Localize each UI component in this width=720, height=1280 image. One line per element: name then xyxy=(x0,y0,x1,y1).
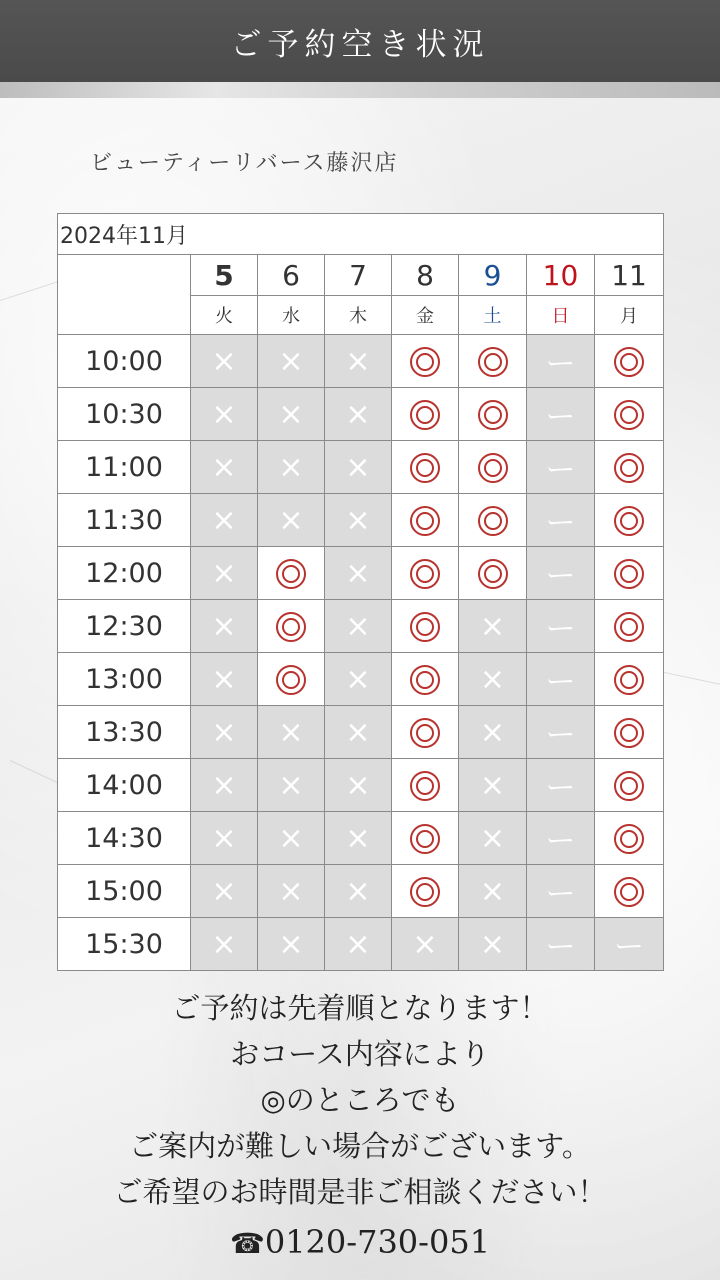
phone-link[interactable] xyxy=(0,1215,720,1269)
slot-closed: ー xyxy=(527,653,595,706)
slot-full: × xyxy=(325,547,392,600)
slot-full: × xyxy=(191,441,258,494)
slot-full: × xyxy=(459,706,527,759)
slot-full: × xyxy=(325,918,392,971)
time-label: 11:00 xyxy=(58,441,191,494)
double-circle-icon xyxy=(410,824,440,854)
slot-available[interactable] xyxy=(459,494,527,547)
time-label: 12:00 xyxy=(58,547,191,600)
slot-closed: ー xyxy=(527,918,595,971)
time-label: 10:00 xyxy=(58,335,191,388)
double-circle-icon xyxy=(410,453,440,483)
time-row xyxy=(58,441,664,494)
time-label: 14:30 xyxy=(58,812,191,865)
time-row xyxy=(58,335,664,388)
slot-full: × xyxy=(325,335,392,388)
slot-available[interactable] xyxy=(459,335,527,388)
day-weekday: 日 xyxy=(527,296,595,335)
time-row xyxy=(58,653,664,706)
slot-available[interactable] xyxy=(258,600,325,653)
note-line: ご予約は先着順となります！ xyxy=(171,991,549,1025)
slot-available[interactable] xyxy=(595,600,664,653)
slot-full: × xyxy=(191,600,258,653)
time-label: 11:30 xyxy=(58,494,191,547)
slot-full: × xyxy=(459,812,527,865)
slot-available[interactable] xyxy=(459,388,527,441)
day-weekday: 月 xyxy=(595,296,664,335)
slot-available[interactable] xyxy=(595,547,664,600)
month-label: 2024年11月 xyxy=(58,214,664,255)
slot-closed: ー xyxy=(527,494,595,547)
double-circle-icon xyxy=(478,506,508,536)
slot-available[interactable] xyxy=(595,759,664,812)
double-circle-icon xyxy=(614,400,644,430)
time-label: 15:00 xyxy=(58,865,191,918)
double-circle-icon xyxy=(478,347,508,377)
slot-full: × xyxy=(258,865,325,918)
slot-available[interactable] xyxy=(392,706,459,759)
slot-available[interactable] xyxy=(392,388,459,441)
slot-available[interactable] xyxy=(258,547,325,600)
page-header xyxy=(0,0,720,82)
day-number: 7 xyxy=(325,255,392,296)
slot-closed: ー xyxy=(527,335,595,388)
double-circle-icon xyxy=(276,665,306,695)
slot-available[interactable] xyxy=(595,388,664,441)
slot-closed: ー xyxy=(527,547,595,600)
slot-available[interactable] xyxy=(392,441,459,494)
time-label: 15:30 xyxy=(58,918,191,971)
time-label: 13:30 xyxy=(58,706,191,759)
double-circle-icon xyxy=(478,400,508,430)
slot-full: × xyxy=(191,653,258,706)
double-circle-icon xyxy=(614,347,644,377)
time-row xyxy=(58,865,664,918)
slot-full: × xyxy=(191,335,258,388)
slot-full: × xyxy=(459,865,527,918)
double-circle-icon xyxy=(614,718,644,748)
availability-table xyxy=(57,213,664,971)
slot-full: × xyxy=(258,441,325,494)
slot-available[interactable] xyxy=(595,812,664,865)
time-row xyxy=(58,388,664,441)
header-divider xyxy=(0,82,720,98)
time-row xyxy=(58,918,664,971)
slot-available[interactable] xyxy=(595,865,664,918)
double-circle-icon xyxy=(614,453,644,483)
double-circle-icon xyxy=(276,612,306,642)
slot-closed: ー xyxy=(527,812,595,865)
slot-available[interactable] xyxy=(595,441,664,494)
slot-closed: ー xyxy=(527,441,595,494)
time-label: 14:00 xyxy=(58,759,191,812)
note-line: ◎のところでも xyxy=(260,1083,460,1117)
day-weekday: 金 xyxy=(392,296,459,335)
slot-full: × xyxy=(459,600,527,653)
slot-full: × xyxy=(325,388,392,441)
time-row xyxy=(58,706,664,759)
note-line: おコース内容により xyxy=(230,1037,490,1071)
slot-closed: ー xyxy=(595,918,664,971)
slot-available[interactable] xyxy=(392,653,459,706)
double-circle-icon xyxy=(410,718,440,748)
time-label: 13:00 xyxy=(58,653,191,706)
slot-full: × xyxy=(258,494,325,547)
page-title: ご予約空き状況 xyxy=(230,26,490,63)
slot-full: × xyxy=(325,600,392,653)
day-number: 11 xyxy=(595,255,664,296)
slot-closed: ー xyxy=(527,865,595,918)
notes-section xyxy=(0,985,720,1269)
time-row xyxy=(58,547,664,600)
double-circle-icon xyxy=(614,877,644,907)
double-circle-icon xyxy=(614,506,644,536)
double-circle-icon xyxy=(478,559,508,589)
slot-available[interactable] xyxy=(392,335,459,388)
double-circle-icon xyxy=(614,665,644,695)
phone-icon: ☎ xyxy=(229,1227,265,1260)
slot-full: × xyxy=(258,388,325,441)
double-circle-icon xyxy=(614,559,644,589)
double-circle-icon xyxy=(410,612,440,642)
corner-cell xyxy=(58,255,191,335)
slot-full: × xyxy=(258,335,325,388)
slot-full: × xyxy=(191,812,258,865)
time-row xyxy=(58,812,664,865)
slot-available[interactable] xyxy=(459,441,527,494)
slot-full: × xyxy=(191,547,258,600)
slot-available[interactable] xyxy=(595,335,664,388)
slot-closed: ー xyxy=(527,388,595,441)
slot-full: × xyxy=(258,812,325,865)
slot-full: × xyxy=(325,706,392,759)
slot-available[interactable] xyxy=(392,759,459,812)
day-number: 8 xyxy=(392,255,459,296)
slot-full: × xyxy=(191,388,258,441)
slot-full: × xyxy=(258,706,325,759)
double-circle-icon xyxy=(410,559,440,589)
slot-full: × xyxy=(191,494,258,547)
slot-full: × xyxy=(191,759,258,812)
time-label: 12:30 xyxy=(58,600,191,653)
phone-number: 0120-730-051 xyxy=(264,1223,491,1261)
shop-name: ビューティーリバース藤沢店 xyxy=(90,151,399,176)
day-number: 9 xyxy=(459,255,527,296)
slot-full: × xyxy=(459,759,527,812)
time-row xyxy=(58,494,664,547)
slot-full: × xyxy=(325,494,392,547)
double-circle-icon xyxy=(614,824,644,854)
double-circle-icon xyxy=(410,400,440,430)
double-circle-icon xyxy=(410,877,440,907)
double-circle-icon xyxy=(276,559,306,589)
double-circle-icon xyxy=(410,506,440,536)
day-weekday: 水 xyxy=(258,296,325,335)
day-weekday: 木 xyxy=(325,296,392,335)
slot-available[interactable] xyxy=(392,600,459,653)
day-number: 10 xyxy=(527,255,595,296)
double-circle-icon xyxy=(410,665,440,695)
slot-full: × xyxy=(325,865,392,918)
slot-available[interactable] xyxy=(459,547,527,600)
slot-full: × xyxy=(325,759,392,812)
slot-full: × xyxy=(392,918,459,971)
slot-available[interactable] xyxy=(392,494,459,547)
slot-closed: ー xyxy=(527,706,595,759)
note-line: ご希望のお時間是非ご相談ください！ xyxy=(113,1175,607,1209)
slot-full: × xyxy=(191,706,258,759)
time-row xyxy=(58,759,664,812)
slot-closed: ー xyxy=(527,759,595,812)
slot-full: × xyxy=(325,441,392,494)
slot-available[interactable] xyxy=(258,653,325,706)
double-circle-icon xyxy=(410,347,440,377)
double-circle-icon xyxy=(614,612,644,642)
slot-full: × xyxy=(258,918,325,971)
slot-full: × xyxy=(191,918,258,971)
double-circle-icon xyxy=(614,771,644,801)
slot-full: × xyxy=(191,865,258,918)
double-circle-icon xyxy=(478,453,508,483)
slot-full: × xyxy=(459,653,527,706)
slot-available[interactable] xyxy=(392,865,459,918)
day-weekday: 土 xyxy=(459,296,527,335)
time-row xyxy=(58,600,664,653)
note-line: ご案内が難しい場合がございます。 xyxy=(129,1129,591,1163)
double-circle-icon xyxy=(410,771,440,801)
slot-full: × xyxy=(459,918,527,971)
day-weekday: 火 xyxy=(191,296,258,335)
slot-available[interactable] xyxy=(595,706,664,759)
slot-available[interactable] xyxy=(595,494,664,547)
slot-available[interactable] xyxy=(392,812,459,865)
slot-full: × xyxy=(325,812,392,865)
slot-full: × xyxy=(325,653,392,706)
slot-available[interactable] xyxy=(392,547,459,600)
slot-available[interactable] xyxy=(595,653,664,706)
time-label: 10:30 xyxy=(58,388,191,441)
slot-full: × xyxy=(258,759,325,812)
slot-closed: ー xyxy=(527,600,595,653)
day-number: 5 xyxy=(191,255,258,296)
day-number: 6 xyxy=(258,255,325,296)
